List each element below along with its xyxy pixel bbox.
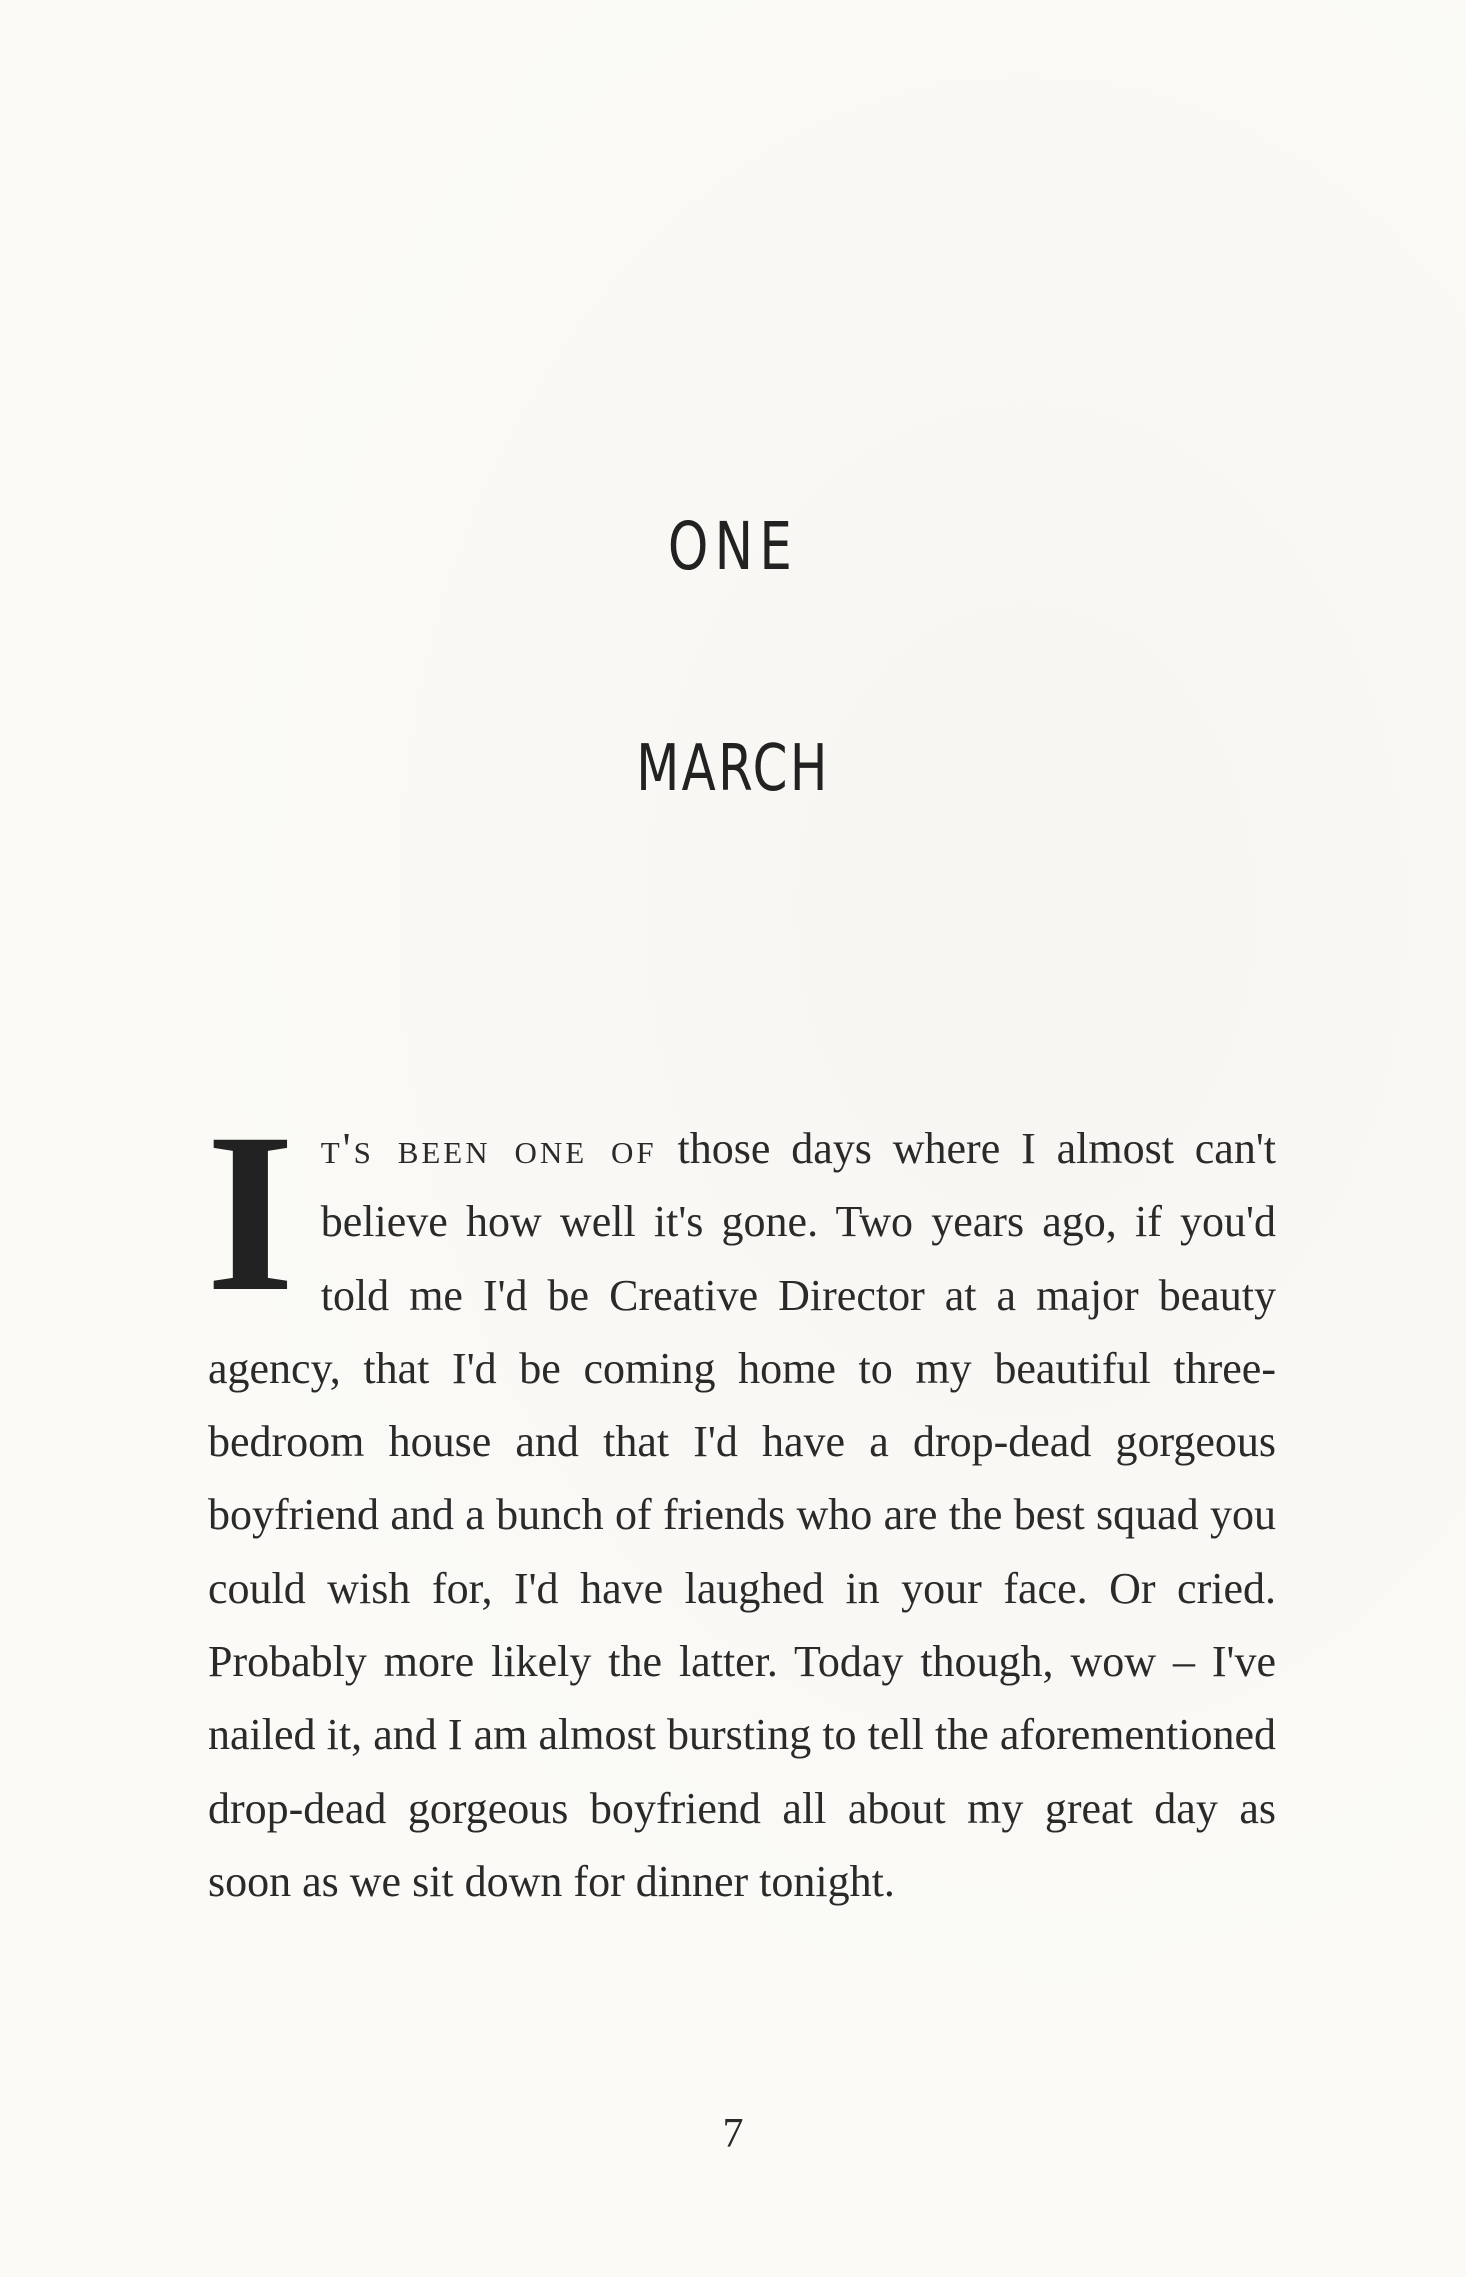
chapter-title: MARCH xyxy=(636,732,830,806)
chapter-opening-paragraph xyxy=(206,1087,1276,1918)
drop-cap: I xyxy=(206,1087,295,1339)
chapter-number: ONE xyxy=(667,508,799,585)
lead-in-small-caps: t's been one of xyxy=(320,1124,657,1173)
page-number: 7 xyxy=(722,2111,744,2157)
paragraph-text: those days where I almost can't believe how well it's gone. Two years ago, if you'd told me I'd be Creative Director at a major beauty agency, that I'd be coming home to my beautiful three-bedroom house and that I'd have a drop-dead gorgeous boyfriend and a bunch of friends who are the best squad you could wish for, I'd have laughed in your face. Or cried. Probably more likely the latter. Today though, wow – I've nailed it, and I am almost bursting to tell the aforementioned drop-dead gorgeous boyfriend all about my great day as soon as we sit down for dinner tonight. xyxy=(208,1124,1276,1906)
